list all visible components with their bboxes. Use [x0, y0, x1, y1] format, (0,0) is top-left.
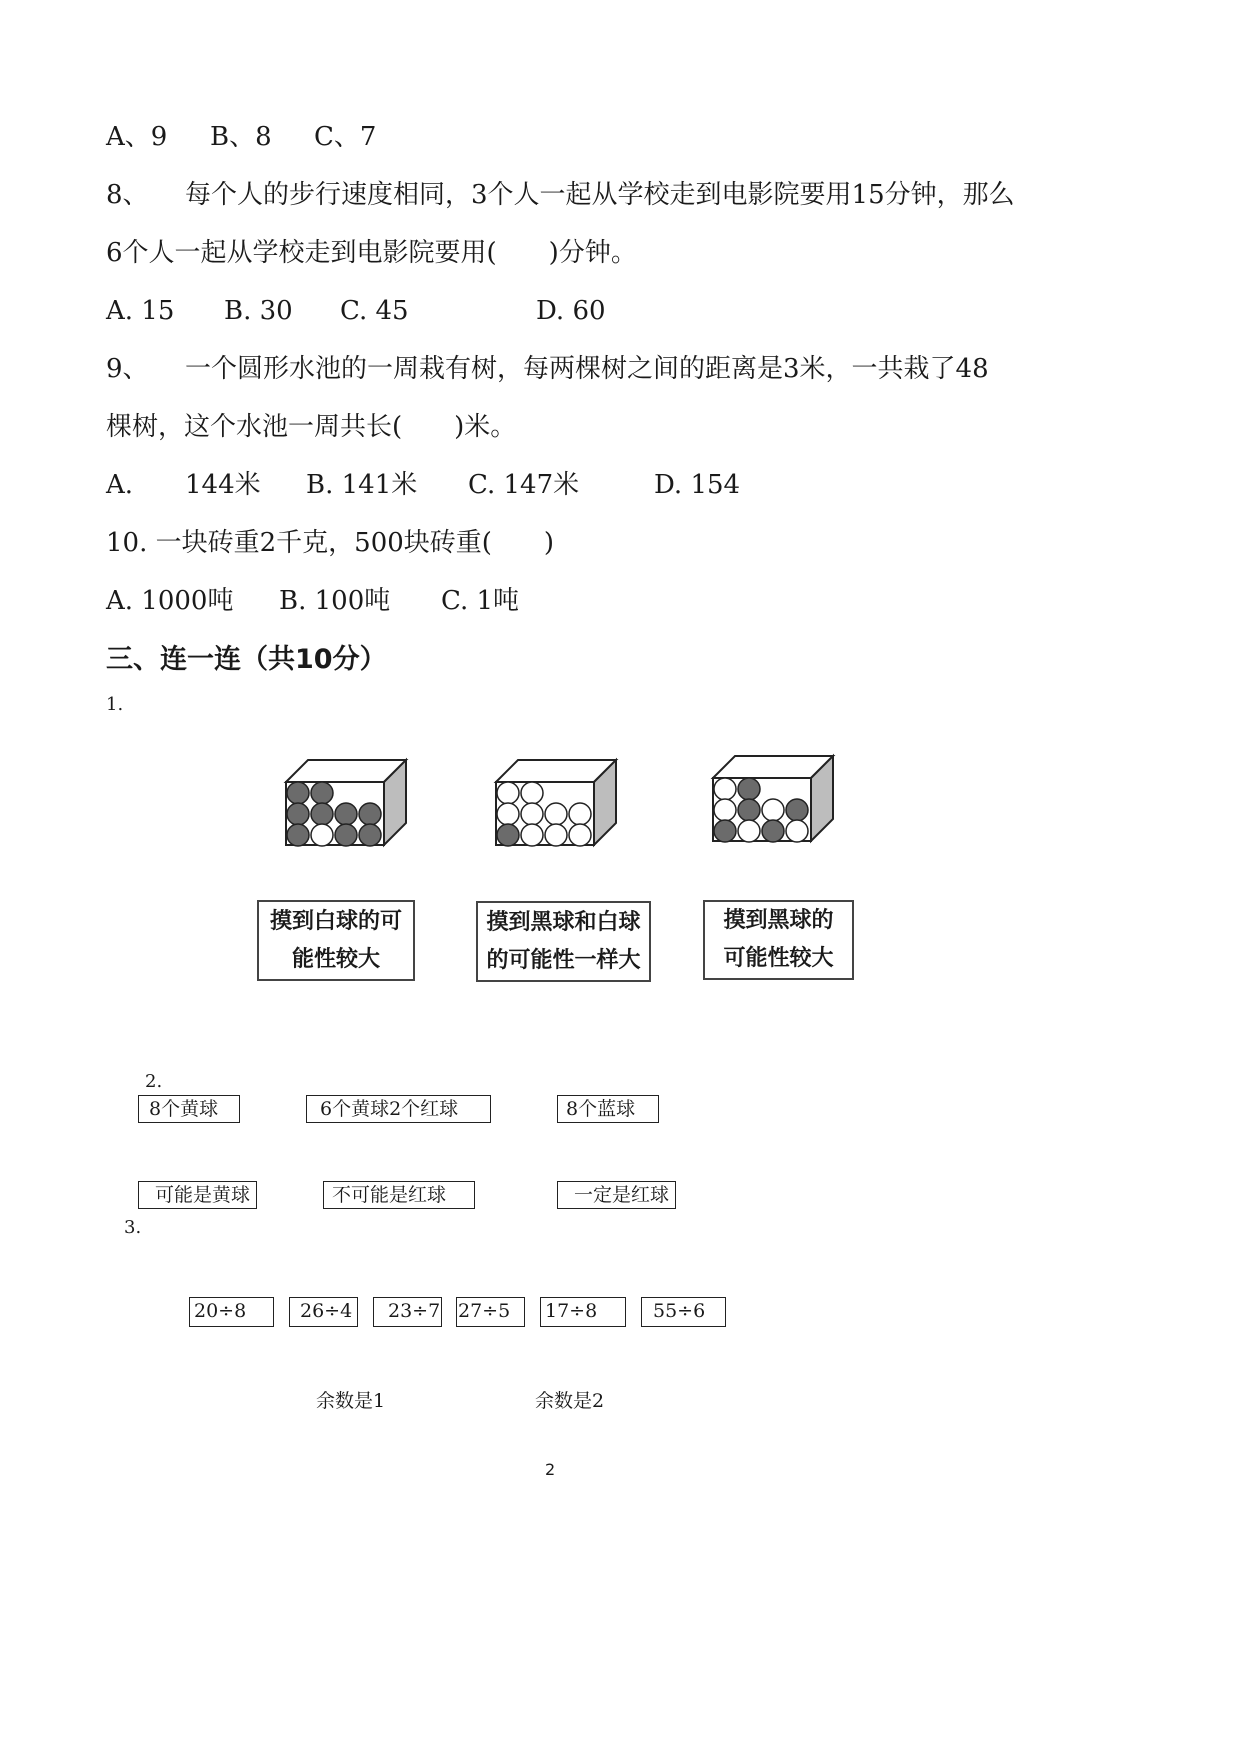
q8-line2: 6个人一起从学校走到电影院要用( )分钟。: [106, 238, 637, 268]
black-ball: [497, 824, 519, 846]
white-ball: [569, 803, 591, 825]
q9-option-b: B. 141米: [306, 470, 418, 500]
black-ball: [738, 799, 760, 821]
q8-option-b: B. 30: [224, 296, 293, 326]
black-ball: [311, 782, 333, 804]
q10-option-b: B. 100吨: [279, 586, 391, 616]
white-ball: [521, 803, 543, 825]
p2-bottom-box-3: 一定是红球: [557, 1181, 676, 1209]
black-ball: [287, 782, 309, 804]
black-ball: [359, 824, 381, 846]
q10-text: 10. 一块砖重2千克，500块砖重( ): [106, 528, 555, 558]
q9-option-c: C. 147米: [468, 470, 580, 500]
part3-number: 3.: [124, 1217, 142, 1238]
black-ball: [786, 799, 808, 821]
part1-number: 1.: [106, 694, 124, 715]
label-black-more-likely: [703, 900, 854, 980]
white-ball: [545, 824, 567, 846]
white-ball: [786, 820, 808, 842]
white-ball: [762, 799, 784, 821]
p2-top-box-2: 6个黄球2个红球: [306, 1095, 491, 1123]
white-ball: [521, 824, 543, 846]
p2-bottom-box-1: 可能是黄球: [138, 1181, 257, 1209]
part2-number: 2.: [145, 1071, 163, 1092]
q7-option-b: B、8: [210, 122, 272, 152]
q7-option-a: A、9: [106, 122, 168, 152]
label-equal-likely: [476, 901, 651, 982]
remainder-1-label: 余数是1: [316, 1390, 386, 1412]
q9-option-d: D. 154: [654, 470, 741, 500]
q10-option-a: A. 1000吨: [106, 586, 234, 616]
q7-option-c: C、7: [314, 122, 377, 152]
white-ball: [714, 778, 736, 800]
q8-option-d: D. 60: [536, 296, 606, 326]
q8-line1: 每个人的步行速度相同，3个人一起从学校走到电影院要用15分钟，那么: [185, 180, 1015, 210]
white-ball: [497, 782, 519, 804]
p3-expr-box-1: 20÷8: [189, 1297, 274, 1327]
black-ball: [335, 803, 357, 825]
label-white-more-likely-line1: 摸到白球的可: [269, 908, 402, 934]
q9-option-a: A.: [106, 470, 134, 500]
black-ball: [738, 778, 760, 800]
p3-expr-box-3: 23÷7: [373, 1297, 442, 1327]
white-ball: [738, 820, 760, 842]
q8-option-c: C. 45: [340, 296, 409, 326]
label-equal-likely-line2: 的可能性一样大: [486, 947, 641, 973]
p2-bottom-box-2: 不可能是红球: [323, 1181, 475, 1209]
white-ball: [545, 803, 567, 825]
black-ball: [311, 803, 333, 825]
section3-heading: 三、连一连（共10分）: [106, 644, 387, 675]
q9-number: 9、: [106, 354, 149, 384]
q9-line2: 棵树，这个水池一周共长( )米。: [106, 412, 517, 442]
white-ball: [497, 803, 519, 825]
black-ball: [287, 824, 309, 846]
black-ball: [714, 820, 736, 842]
p3-expr-box-4: 27÷5: [456, 1297, 525, 1327]
label-black-more-likely-line2: 可能性较大: [723, 946, 834, 971]
p3-expr-box-2: 26÷4: [289, 1297, 358, 1327]
black-ball: [762, 820, 784, 842]
white-ball: [714, 799, 736, 821]
white-ball: [311, 824, 333, 846]
remainder-2-label: 余数是2: [535, 1390, 605, 1412]
black-ball: [287, 803, 309, 825]
label-black-more-likely-line1: 摸到黑球的: [723, 908, 834, 933]
black-ball: [335, 824, 357, 846]
q9-line1: 一个圆形水池的一周栽有树，每两棵树之间的距离是3米，一共栽了48: [185, 354, 989, 384]
q10-option-c: C. 1吨: [441, 586, 520, 616]
p2-top-box-3: 8个蓝球: [557, 1095, 659, 1123]
white-ball: [569, 824, 591, 846]
label-white-more-likely: [257, 900, 415, 981]
q8-option-a: A. 15: [106, 296, 175, 326]
page-number: 2: [545, 1460, 556, 1479]
p2-top-box-1: 8个黄球: [138, 1095, 240, 1123]
q9-option-a-value: 144米: [185, 470, 261, 500]
label-white-more-likely-line2: 能性较大: [291, 946, 380, 972]
p3-expr-box-6: 55÷6: [641, 1297, 726, 1327]
black-ball: [359, 803, 381, 825]
p3-expr-box-5: 17÷8: [540, 1297, 626, 1327]
label-equal-likely-line1: 摸到黑球和白球: [486, 909, 641, 935]
q8-number: 8、: [106, 180, 149, 210]
white-ball: [521, 782, 543, 804]
